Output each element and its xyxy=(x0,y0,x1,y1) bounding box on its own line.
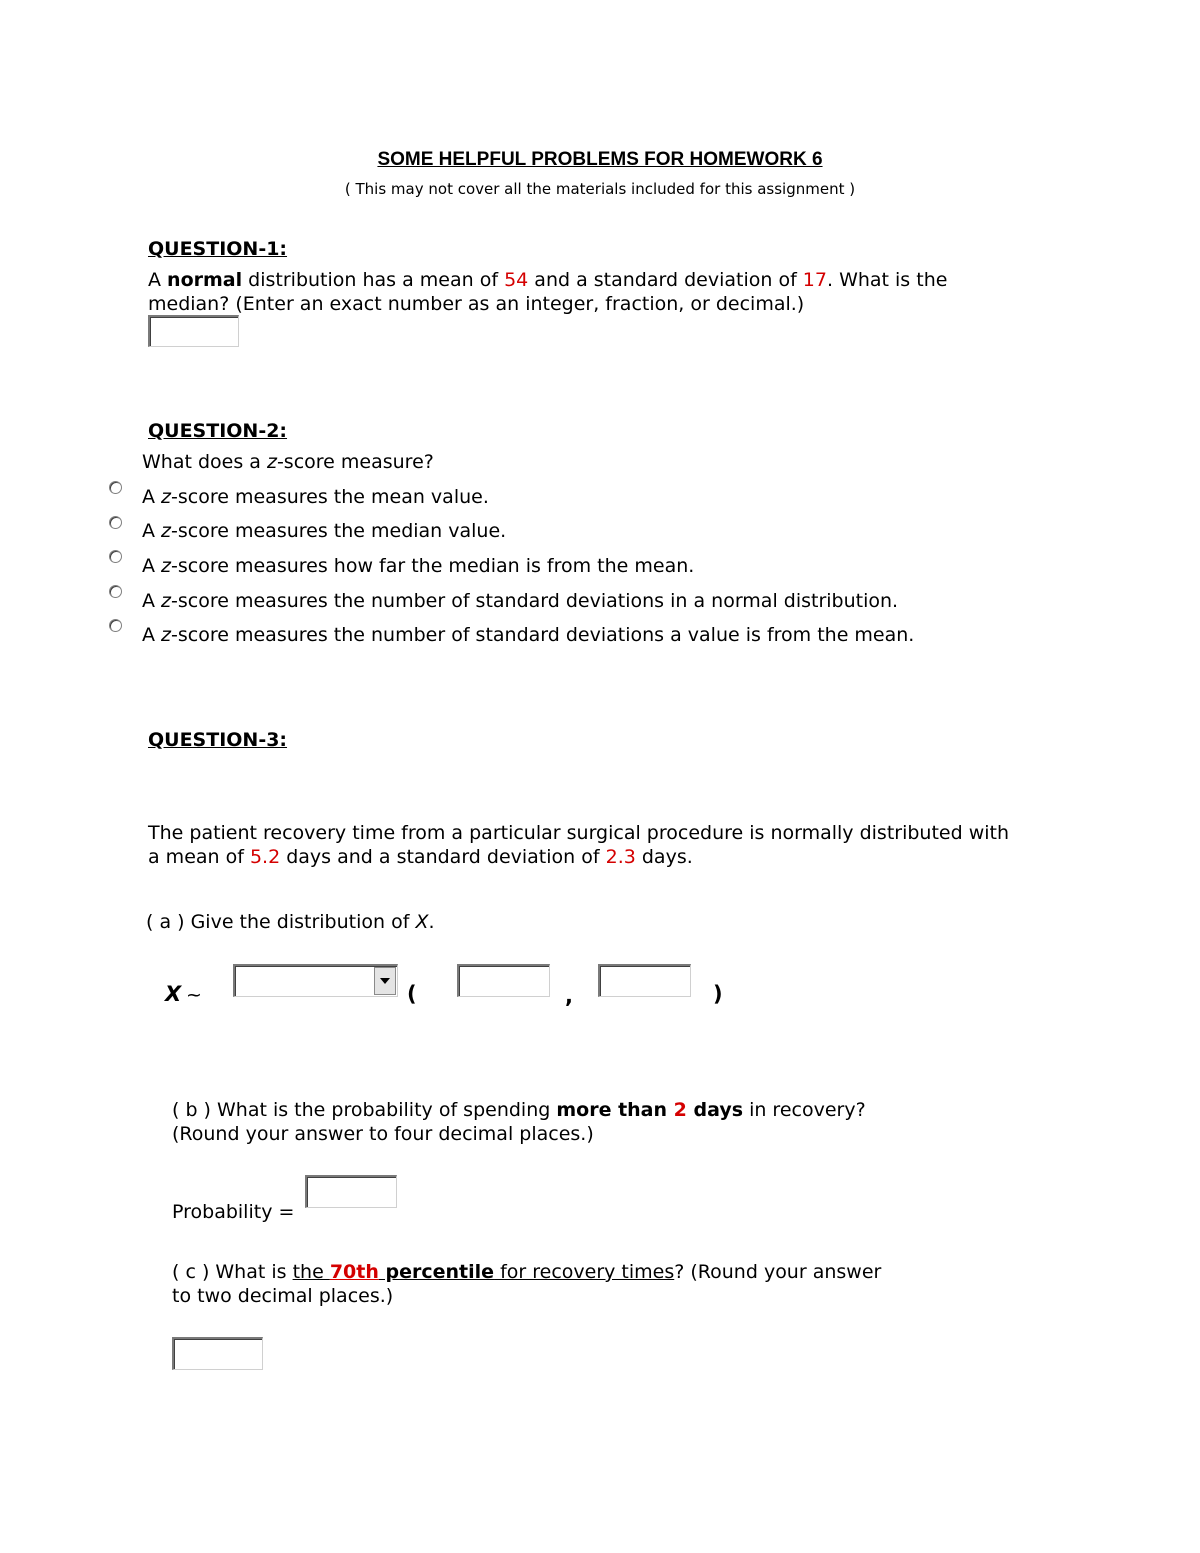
page-title: SOME HELPFUL PROBLEMS FOR HOMEWORK 6 xyxy=(377,149,823,170)
q2-option-5-radio[interactable] xyxy=(109,619,122,632)
question-3-heading: QUESTION-3: xyxy=(148,729,288,751)
mean-param-input[interactable] xyxy=(457,964,550,997)
part-c-question-line2: to two decimal places.) xyxy=(172,1285,394,1307)
part-c-text: ? (Round your answer xyxy=(674,1261,882,1283)
q3-text: days. xyxy=(635,846,693,868)
page-subtitle: ( This may not cover all the materials included for this assignment ) xyxy=(344,180,856,198)
part-b-bold: days xyxy=(686,1099,744,1121)
option-text: -score measures how far the median is from the mean. xyxy=(171,555,695,577)
q1-bold-normal: normal xyxy=(167,269,243,291)
q2-option-2-radio[interactable] xyxy=(109,516,122,529)
option-prefix: A xyxy=(142,520,162,542)
q2-prompt-text: What does a xyxy=(142,451,267,473)
part-a-var: X xyxy=(415,911,429,933)
option-z: z xyxy=(161,590,172,612)
option-text: -score measures the mean value. xyxy=(171,486,489,508)
q2-option-4-radio[interactable] xyxy=(109,585,122,598)
part-c-percentile-value: 70th xyxy=(329,1261,379,1283)
part-c-underline: for recovery times xyxy=(494,1261,675,1283)
option-text: -score measures the number of standard deviations a value is from the mean. xyxy=(171,624,915,646)
tilde-symbol: ~ xyxy=(186,984,202,1006)
question-1-text-line1 xyxy=(148,268,947,292)
option-z: z xyxy=(161,624,172,646)
question-2-prompt xyxy=(142,450,434,474)
q2-option-3-label[interactable] xyxy=(142,554,694,578)
dropdown-button[interactable] xyxy=(374,967,396,995)
question-3-intro-line2 xyxy=(148,845,693,869)
question-1-text-line2: median? (Enter an exact number as an integer, fraction, or decimal.) xyxy=(148,293,805,315)
option-text: -score measures the median value. xyxy=(171,520,507,542)
question-3-intro-line1: The patient recovery time from a particular surgical procedure is normally distributed with xyxy=(148,822,1010,844)
part-b-question-line2: (Round your answer to four decimal places.) xyxy=(172,1123,594,1145)
q1-text: . What is the xyxy=(826,269,948,291)
option-prefix: A xyxy=(142,590,162,612)
part-a-label xyxy=(146,910,435,934)
q1-answer-input[interactable] xyxy=(148,315,239,347)
part-c-underline-bold: percentile xyxy=(378,1261,495,1283)
q2-option-1-label[interactable] xyxy=(142,485,489,509)
percentile-input[interactable] xyxy=(172,1337,263,1370)
q2-option-1-radio[interactable] xyxy=(109,481,122,494)
q1-text: distribution has a mean of xyxy=(242,269,505,291)
chevron-down-icon xyxy=(380,978,390,984)
q3-mean-value: 5.2 xyxy=(249,846,281,868)
q2-prompt-text: -score measure? xyxy=(276,451,434,473)
part-a-text: . xyxy=(428,911,435,933)
q1-sd-value: 17 xyxy=(802,269,827,291)
q2-option-2-label[interactable] xyxy=(142,519,506,543)
open-paren: ( xyxy=(407,982,417,1006)
probability-label: Probability = xyxy=(172,1201,295,1223)
q3-text: a mean of xyxy=(148,846,250,868)
q1-text: A xyxy=(148,269,168,291)
question-2-heading: QUESTION-2: xyxy=(148,420,288,442)
q2-prompt-z: z xyxy=(266,451,277,473)
sd-param-input[interactable] xyxy=(598,964,691,997)
distribution-select[interactable] xyxy=(233,964,398,997)
option-prefix: A xyxy=(142,555,162,577)
option-z: z xyxy=(161,486,172,508)
q1-text: and a standard deviation of xyxy=(528,269,803,291)
part-a-text: ( a ) Give the distribution of xyxy=(146,911,416,933)
part-b-bold: more than xyxy=(556,1099,674,1121)
option-text: -score measures the number of standard deviations in a normal distribution. xyxy=(171,590,899,612)
q3-text: days and a standard deviation of xyxy=(280,846,606,868)
comma: , xyxy=(565,984,573,1008)
part-b-text: ( b ) What is the probability of spending xyxy=(172,1099,557,1121)
part-c-question-line1 xyxy=(172,1260,881,1284)
q2-option-3-radio[interactable] xyxy=(109,550,122,563)
probability-input[interactable] xyxy=(305,1175,397,1208)
option-z: z xyxy=(161,555,172,577)
question-1-heading: QUESTION-1: xyxy=(148,238,288,260)
part-b-days-value: 2 xyxy=(673,1099,687,1121)
close-paren: ) xyxy=(713,982,723,1006)
q2-option-4-label[interactable] xyxy=(142,589,898,613)
part-b-text: in recovery? xyxy=(743,1099,866,1121)
option-prefix: A xyxy=(142,486,162,508)
part-c-text: ( c ) What is xyxy=(172,1261,293,1283)
q3-sd-value: 2.3 xyxy=(605,846,636,868)
x-symbol: X xyxy=(165,982,182,1006)
option-prefix: A xyxy=(142,624,162,646)
q1-mean-value: 54 xyxy=(504,269,529,291)
part-b-question-line1 xyxy=(172,1098,866,1122)
q2-option-5-label[interactable] xyxy=(142,623,914,647)
option-z: z xyxy=(161,520,172,542)
part-c-underline: the xyxy=(292,1261,330,1283)
